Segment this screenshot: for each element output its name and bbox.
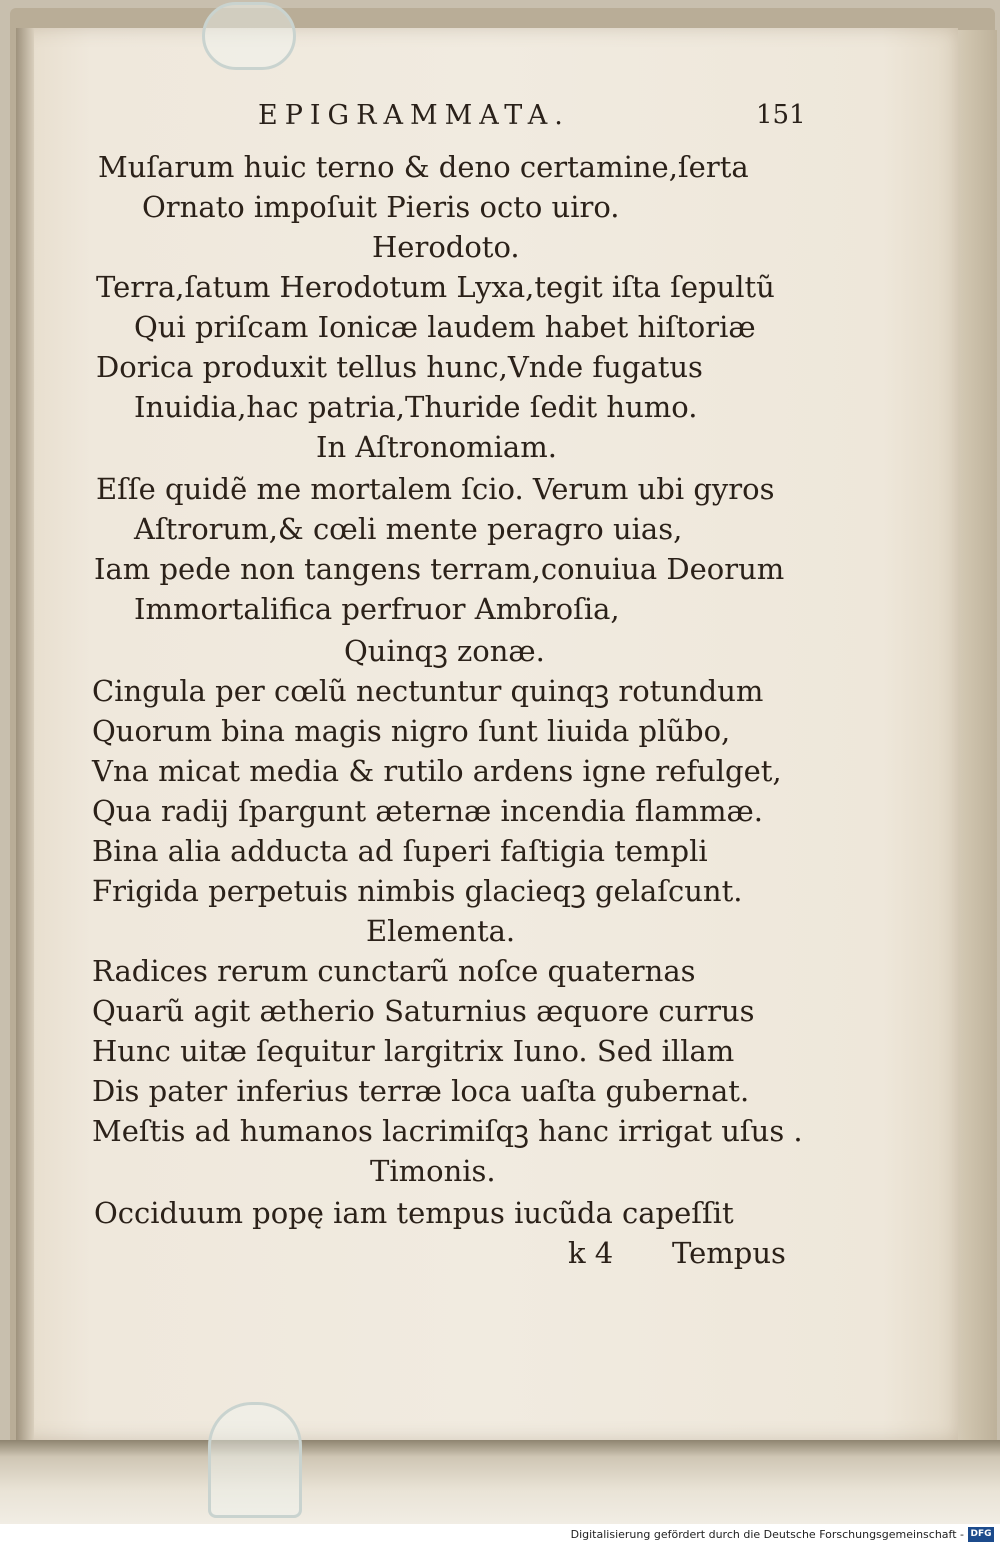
text-line: Radices rerum cunctarũ noſce quaternas xyxy=(92,954,696,988)
text-line: Quarũ agit ætherio Saturnius æquore currus xyxy=(92,994,755,1028)
text-line: Meſtis ad humanos lacrimiſqꝫ hanc irrigat uſus . xyxy=(92,1114,803,1148)
section-heading: In Aſtronomiam. xyxy=(316,430,557,464)
digitization-footer xyxy=(0,1524,1000,1547)
dfg-logo: DFG xyxy=(968,1527,994,1542)
section-heading: Elementa. xyxy=(366,914,516,948)
section-heading: Timonis. xyxy=(370,1154,496,1188)
text-line: Eſſe quidẽ me mortalem ſcio. Verum ubi gyros xyxy=(96,472,775,506)
page-clip-bottom xyxy=(208,1402,302,1518)
text-line: Bina alia adducta ad ſuperi faſtigia templi xyxy=(92,834,708,868)
text-line: Cingula per cœlũ nectuntur quinqꝫ rotundum xyxy=(92,674,764,708)
text-line: Ornato impoſuit Pieris octo uiro. xyxy=(142,190,620,224)
text-line: Dorica produxit tellus hunc,Vnde fugatus xyxy=(96,350,703,384)
text-line: Vna micat media & rutilo ardens igne refulget, xyxy=(92,754,782,788)
text-line: Muſarum huic terno & deno certamine,ſerta xyxy=(98,150,749,184)
text-line: Aſtrorum,& cœli mente peragro uias, xyxy=(134,512,683,546)
text-line: Inuidia,hac patria,Thuride ſedit humo. xyxy=(134,390,698,424)
text-line: Qua radij ſpargunt æternæ incendia flammæ. xyxy=(92,794,763,828)
running-head: EPIGRAMMATA. xyxy=(258,100,570,131)
page-number: 151 xyxy=(756,100,806,130)
text-line: Immortalifica perfruor Ambroſia, xyxy=(134,592,620,626)
signature-mark: k 4 xyxy=(568,1236,614,1270)
section-heading: Herodoto. xyxy=(372,230,520,264)
text-line: Qui priſcam Ionicæ laudem habet hiſtoriæ xyxy=(134,310,756,344)
section-heading: Quinqꝫ zonæ. xyxy=(344,634,545,668)
text-line: Frigida perpetuis nimbis glacieqꝫ gelaſcunt. xyxy=(92,874,743,908)
catchword: Tempus xyxy=(672,1236,786,1270)
funding-credit: Digitalisierung gefördert durch die Deutsche Forschungsgemeinschaft - xyxy=(570,1528,964,1541)
text-line: Occiduum popę iam tempus iucũda capeſſit xyxy=(94,1196,734,1230)
text-line: Dis pater inferius terræ loca uaſta gubernat. xyxy=(92,1074,750,1108)
text-line: Hunc uitæ ſequitur largitrix Iuno. Sed illam xyxy=(92,1034,735,1068)
text-line: Terra,ſatum Herodotum Lyxa,tegit iſta ſepultũ xyxy=(96,270,775,304)
text-line: Iam pede non tangens terram,conuiua Deorum xyxy=(94,552,785,586)
book-bottom-edge xyxy=(0,1440,1000,1524)
text-line: Quorum bina magis nigro ſunt liuida plũbo, xyxy=(92,714,731,748)
